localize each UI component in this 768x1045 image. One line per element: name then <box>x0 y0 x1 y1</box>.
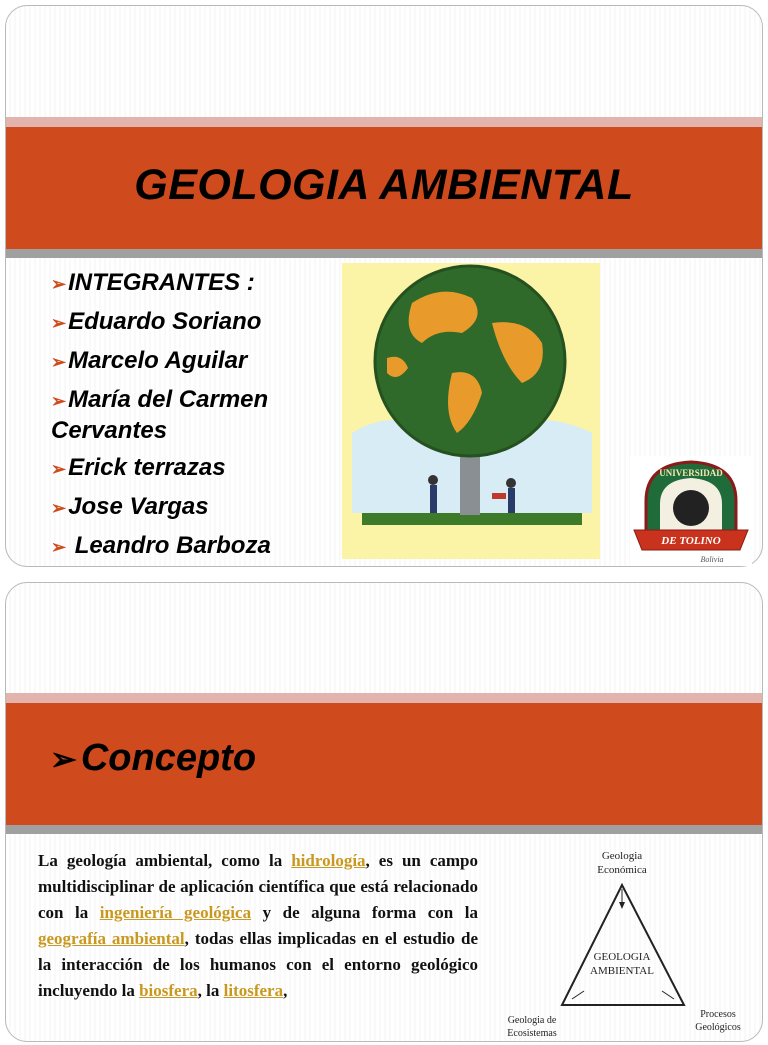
concept-paragraph: La geología ambiental, como la hidrología, es un campo multidisciplinar de aplicación científica que está relacionado con la ingeniería geológica y de alguna forma con la geografía ambiental, todas ellas implicadas en el estudio de la interacción de los humanos con el entorno geológico incluyendo la biosfera, la litosfera, <box>38 851 479 1000</box>
logo-bottom-text: Bolivia <box>700 555 724 564</box>
arrow-bullet-icon: ➢ <box>51 352 67 372</box>
list-item: ➢INTEGRANTES : <box>51 269 255 296</box>
diagram-center-2: AMBIENTAL <box>590 965 654 977</box>
diagram-left-label-2: Ecosistemas <box>507 1028 557 1039</box>
diagram-top-label-2: Económica <box>597 864 647 876</box>
diagram-right-label-1: Procesos <box>700 1009 736 1020</box>
list-item: ➢Marcelo Aguilar <box>51 347 248 374</box>
arrow-bullet-icon: ➢ <box>51 498 67 518</box>
diagram-left-label-1: Geologia de <box>507 1015 557 1026</box>
list-item: ➢María del Carmen Cervantes <box>51 386 269 444</box>
concept-heading: ➢ Concepto <box>50 737 257 779</box>
link-litosfera[interactable]: litosfera <box>223 981 284 1000</box>
arrow-bullet-icon: ➢ <box>51 391 67 411</box>
slide-title <box>5 5 763 567</box>
link-biosfera[interactable]: biosfera <box>139 981 198 1000</box>
arrow-bullet-icon: ➢ <box>51 459 67 479</box>
arrow-bullet-icon: ➢ <box>50 741 77 777</box>
link-ingenieria-geologica[interactable]: ingeniería geológica <box>99 903 252 922</box>
arrow-bullet-icon: ➢ <box>51 274 67 294</box>
slide-title-text: GEOLOGIA AMBIENTAL <box>134 161 634 209</box>
diagram-top-label-1: Geologia <box>601 850 643 862</box>
accent-rule <box>6 693 762 703</box>
members-list <box>51 268 351 570</box>
list-item: ➢ Leandro Barboza <box>51 532 271 559</box>
diagram-center-1: GEOLOGIA <box>593 951 651 963</box>
diagram-right-label-2: Geológicos <box>695 1022 741 1033</box>
globe-tree-image <box>342 263 600 559</box>
divider-rule <box>6 249 762 258</box>
university-logo <box>630 456 752 566</box>
list-item: ➢Eduardo Soriano <box>51 308 262 335</box>
logo-banner-text: DE TOLINO <box>661 535 721 547</box>
link-geografia-ambiental[interactable]: geografía ambiental <box>38 929 185 948</box>
link-hidrologia[interactable]: hidrología <box>291 851 366 870</box>
divider-rule <box>6 825 762 834</box>
geology-triangle-diagram <box>496 845 764 1045</box>
list-item: ➢Jose Vargas <box>51 493 209 520</box>
title-band <box>6 703 762 825</box>
title-band <box>6 127 762 249</box>
arrow-bullet-icon: ➢ <box>51 313 67 333</box>
slide-concept <box>5 582 763 1042</box>
accent-rule <box>6 117 762 127</box>
list-item: ➢Erick terrazas <box>51 454 226 481</box>
arrow-bullet-icon: ➢ <box>51 537 67 557</box>
logo-top-text: UNIVERSIDAD <box>659 468 723 478</box>
